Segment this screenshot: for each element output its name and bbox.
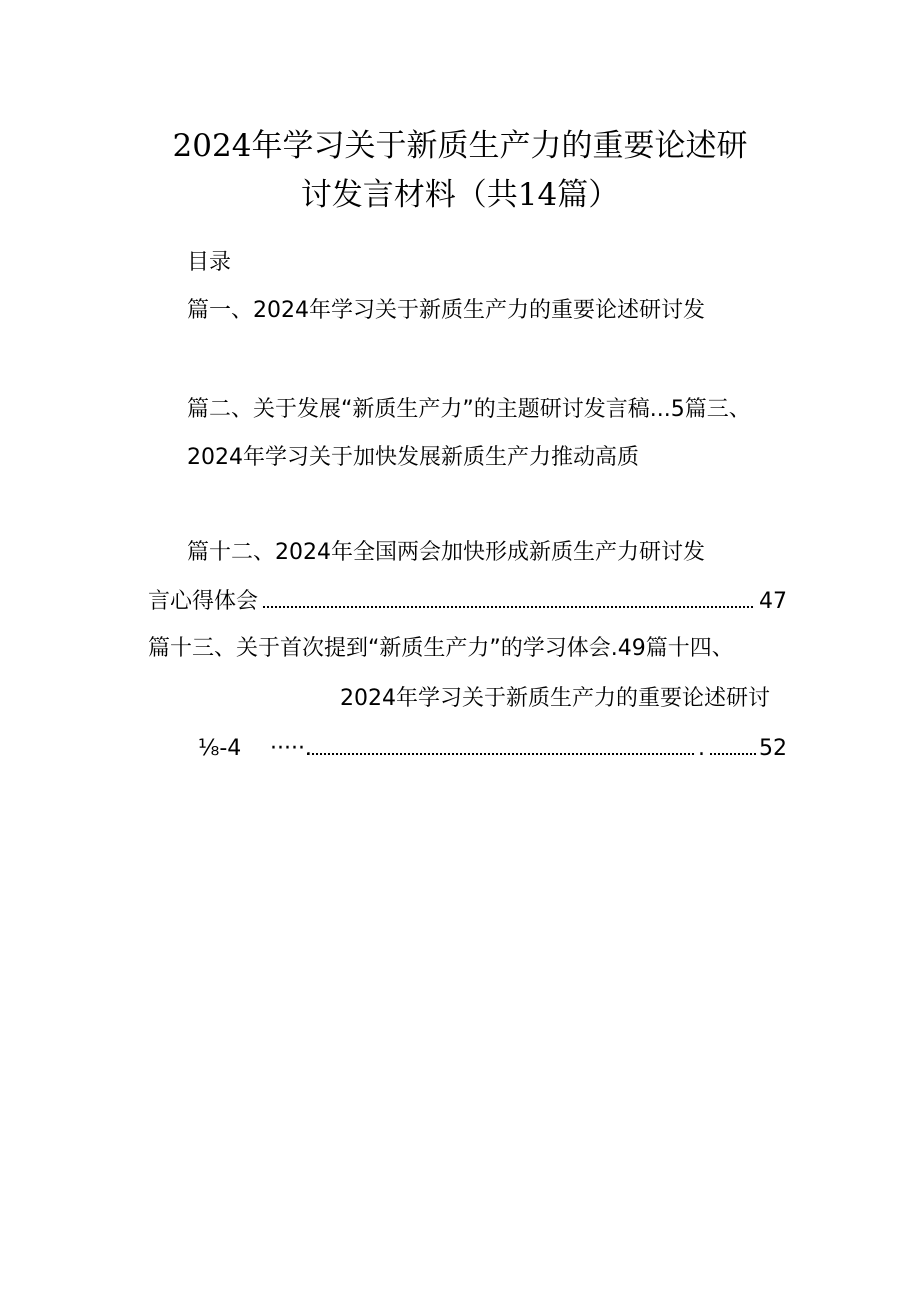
- toc-stray-dots: ·····.: [270, 736, 312, 761]
- toc-leader-dots: [263, 606, 753, 608]
- toc-entry-1[interactable]: 篇一、2024年学习关于新质生产力的重要论述研讨发: [187, 298, 705, 323]
- title-line-1: 2024年学习关于新质生产力的重要论述研: [172, 128, 748, 164]
- toc-entry-3[interactable]: 2024年学习关于加快发展新质生产力推动高质: [187, 445, 639, 470]
- toc-page-number: 52: [759, 736, 787, 761]
- toc-leader-dots: [710, 753, 756, 755]
- toc-entry-12-line-1[interactable]: 篇十二、2024年全国两会加快形成新质生产力研讨发: [187, 540, 705, 565]
- toc-entry-2[interactable]: 篇二、关于发展“新质生产力”的主题研讨发言稿...5篇三、: [187, 397, 751, 422]
- toc-heading: 目录: [187, 250, 232, 275]
- toc-leader-dots: [307, 753, 694, 755]
- toc-entry-14-line-1[interactable]: 2024年学习关于新质生产力的重要论述研讨: [340, 686, 770, 711]
- toc-entry-14-line-2[interactable]: ⅛-4: [198, 736, 242, 761]
- toc-stray-dot: .: [698, 736, 705, 761]
- toc-entry-12-line-2[interactable]: 言心得体会: [148, 589, 259, 614]
- title-line-2: 讨发言材料（共14篇）: [300, 177, 620, 213]
- toc-page-number: 47: [759, 589, 787, 614]
- toc-entry-13[interactable]: 篇十三、关于首次提到“新质生产力”的学习体会.49篇十四、: [148, 636, 734, 661]
